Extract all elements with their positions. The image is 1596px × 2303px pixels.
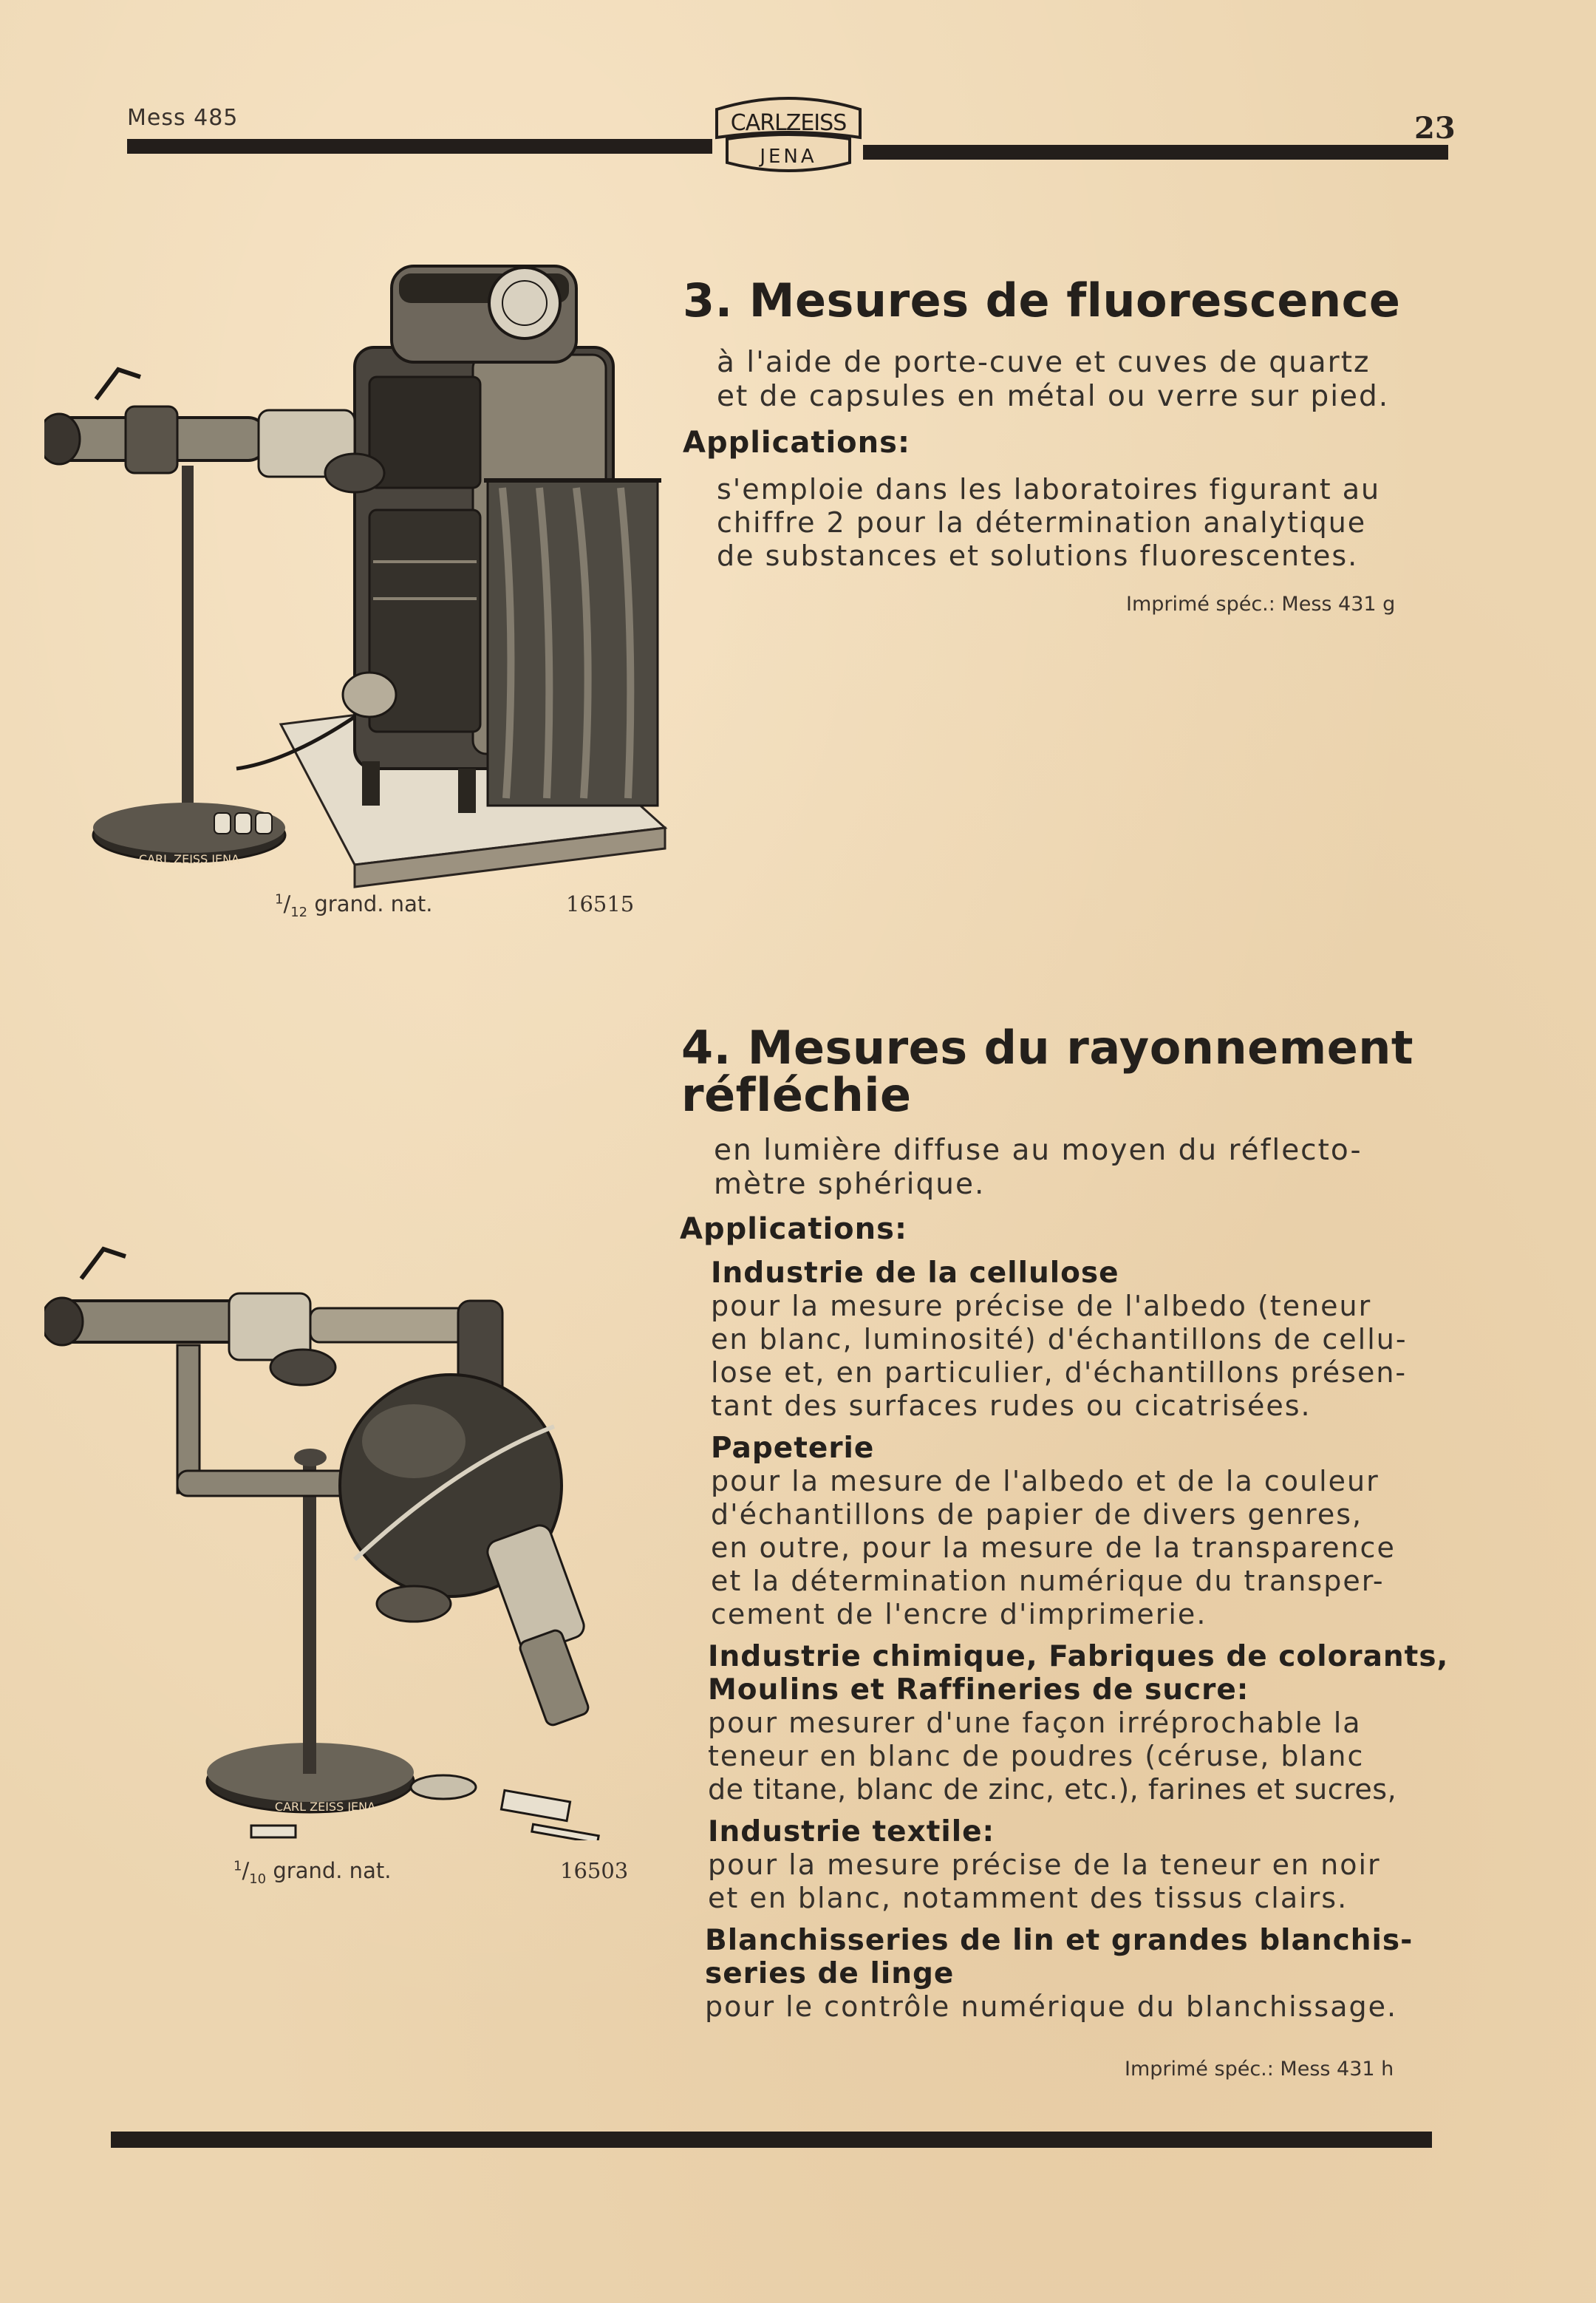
- logo-top-text: CARLZEISS: [730, 110, 847, 136]
- figure-1-scale: $^1/_{12}$ grand. nat.: [275, 891, 433, 920]
- application-item-papeterie: Papeterie pour la mesure de l'albedo et de la couleur d'échantillons de papier de divers genres, en outre, pour la mesure de la transparence et la détermination numérique du transper- cement de l'encre d'imprimerie.: [711, 1432, 1396, 1630]
- section-3-print-ref: Imprimé spéc.: Mess 431 g: [1126, 593, 1396, 616]
- figure-2-scale: $^1/_{10}$ grand. nat.: [233, 1858, 392, 1887]
- application-item-textile: Industrie textile: pour la mesure précise de la teneur en noir et en blanc, notamment des tissus clairs.: [708, 1815, 1381, 1914]
- section-4-applications-list: [705, 1256, 1450, 2024]
- figure-2-number: 16503: [560, 1858, 629, 1883]
- reflectometer-base-label: CARL ZEISS JENA: [274, 1800, 376, 1814]
- section-3-applications-label: Applications:: [683, 426, 910, 460]
- stand-base-label: CARL ZEISS JENA: [138, 852, 240, 866]
- header-catalog-ref: Mess 485: [127, 105, 239, 131]
- reflectometer-illustration: [44, 1219, 658, 1840]
- application-item-chimique: Industrie chimique, Fabriques de colorants, Moulins et Raffineries de sucre: pour mesurer d'une façon irréprochable la teneur en blanc de poudres (céruse, blanc de titane, blanc de zinc, etc.), farines et sucres,: [708, 1640, 1449, 1806]
- page-number: 23: [1414, 111, 1456, 146]
- fluorescence-apparatus-illustration: [44, 251, 672, 902]
- section-3-applications-text: s'emploie dans les laboratoires figurant au chiffre 2 pour la détermination analytique de substances et solutions fluorescentes.: [717, 473, 1381, 572]
- header-rule-right: [863, 145, 1448, 160]
- header-rule-left: [127, 139, 712, 154]
- figure-1-number: 16515: [566, 891, 635, 916]
- section-4-lead: en lumière diffuse au moyen du réflecto- mètre sphérique.: [714, 1134, 1363, 1201]
- application-item-blanchisseries: Blanchisseries de lin et grandes blanchis- series de linge pour le contrôle numérique du blanchissage.: [705, 1924, 1413, 2023]
- application-item-cellulose: Industrie de la cellulose pour la mesure précise de l'albedo (teneur en blanc, luminosité) d'échantillons de cellu- lose et, en particulier, d'échantillons présen- tant des surfaces rudes ou cicatrisées.: [711, 1256, 1408, 1422]
- logo-bottom-text: JENA: [760, 146, 817, 168]
- carl-zeiss-logo: [712, 92, 864, 177]
- section-4-applications-label: Applications:: [680, 1212, 907, 1246]
- section-3-title: 3. Mesures de fluorescence: [683, 273, 1401, 327]
- section-4-print-ref: Imprimé spéc.: Mess 431 h: [1125, 2058, 1394, 2081]
- footer-rule: [111, 2132, 1432, 2148]
- section-4-title: 4. Mesures du rayonnement réfléchie: [681, 1021, 1414, 1122]
- section-3-lead: à l'aide de porte-cuve et cuves de quartz et de capsules en métal ou verre sur pied.: [717, 346, 1390, 413]
